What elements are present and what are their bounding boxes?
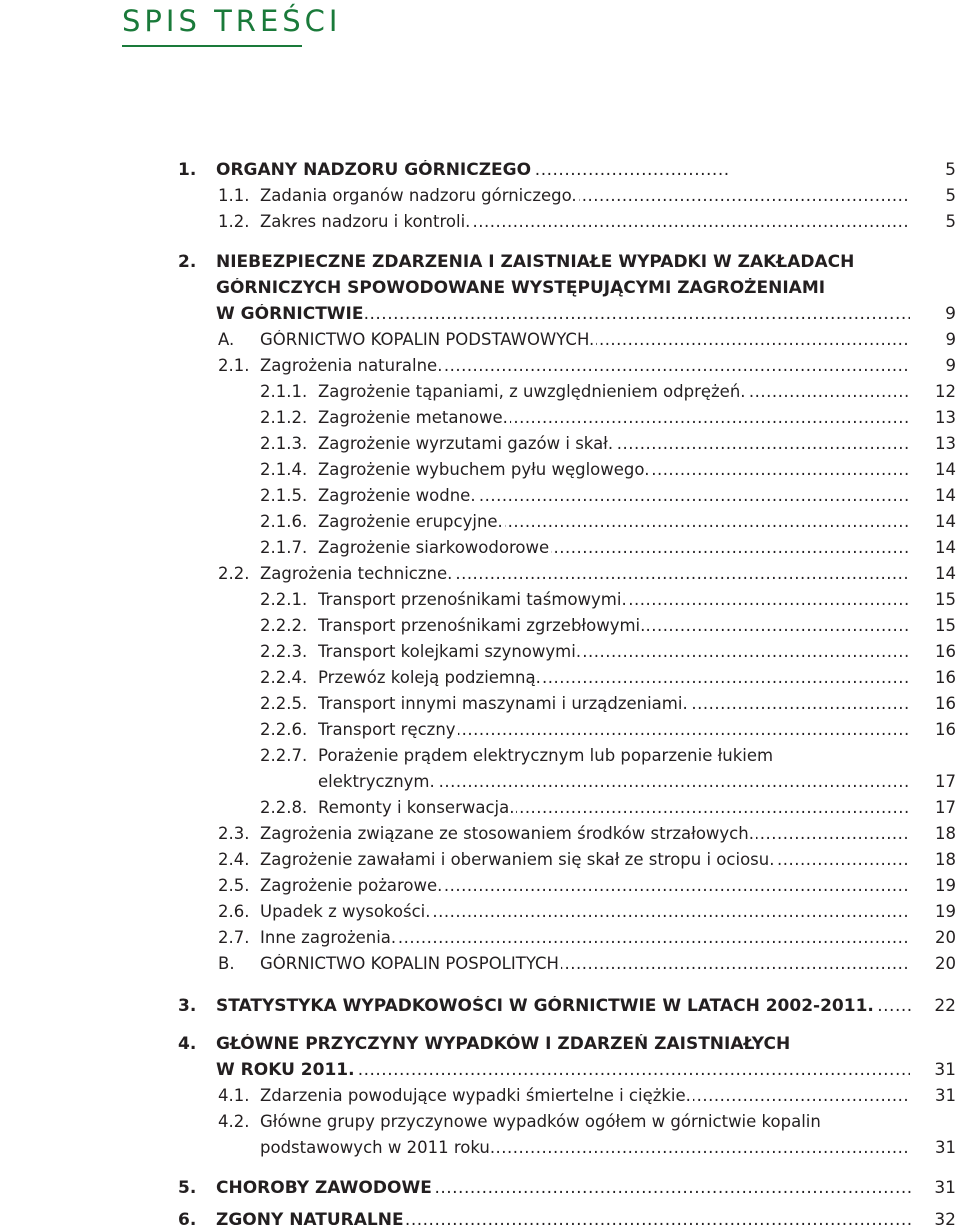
toc-entry-2-2-7-cont[interactable]	[318, 772, 958, 792]
toc-number: 2.2.2.	[260, 616, 308, 635]
toc-title: Inne zagrożenia.	[260, 928, 397, 947]
toc-page: 18	[935, 824, 956, 843]
toc-title: Transport przenośnikami zgrzebłowymi.	[318, 616, 646, 635]
toc-entry-2-1-4[interactable]	[260, 460, 958, 480]
toc-entry-3[interactable]	[178, 996, 958, 1016]
toc-entry-1-2[interactable]	[218, 212, 958, 232]
toc-number: 2.3.	[218, 824, 250, 843]
toc-title: Zdarzenia powodujące wypadki śmiertelne i ciężkie.	[260, 1086, 691, 1105]
toc-number: 2.2.6.	[260, 720, 308, 739]
toc-entry-2-1-2[interactable]	[260, 408, 958, 428]
toc-number: 2.2.3.	[260, 642, 308, 661]
toc-page: 32	[934, 1210, 956, 1230]
toc-number: 1.	[178, 160, 197, 180]
toc-title: Zagrożenia związane ze stosowaniem środków strzałowych.	[260, 824, 754, 843]
toc-entry-a[interactable]	[218, 330, 958, 350]
toc-page: 14	[935, 512, 956, 531]
toc-entry-b[interactable]	[218, 954, 958, 974]
toc-entry-2[interactable]	[178, 252, 958, 272]
toc-number: 2.1.1.	[260, 382, 308, 401]
toc-entry-2-1-1[interactable]	[260, 382, 958, 402]
toc-entry-2-2-4[interactable]	[260, 668, 958, 688]
toc-entry-6[interactable]	[178, 1210, 958, 1230]
toc-page: 13	[935, 408, 956, 427]
toc-title: Zagrożenie tąpaniami, z uwzględnieniem odprężeń.	[318, 382, 746, 401]
page-title: SPIS TREŚCI	[122, 4, 342, 38]
toc-title: GÓRNICZYCH SPOWODOWANE WYSTĘPUJĄCYMI ZAGROŻENIAMI	[216, 278, 826, 298]
toc-entry-2-2[interactable]	[218, 564, 958, 584]
toc-page: 13	[935, 434, 956, 453]
toc-title: Główne grupy przyczynowe wypadków ogółem w górnictwie kopalin	[260, 1112, 821, 1131]
toc-page: 22	[934, 996, 956, 1016]
toc-number: 5.	[178, 1178, 197, 1198]
toc-number: 2.4.	[218, 850, 250, 869]
toc-title: GÓRNICTWO KOPALIN POSPOLITYCH	[260, 954, 559, 973]
toc-number: 4.	[178, 1034, 197, 1054]
toc-page: 31	[934, 1060, 956, 1080]
toc-title: Zagrożenie pożarowe.	[260, 876, 443, 895]
toc-number: 2.6.	[218, 902, 250, 921]
toc-entry-2-2-6[interactable]	[260, 720, 958, 740]
toc-number: 3.	[178, 996, 197, 1016]
toc-page: 31	[935, 1086, 956, 1105]
toc-entry-2-1-5[interactable]	[260, 486, 958, 506]
toc-title: podstawowych w 2011 roku.	[260, 1138, 496, 1157]
toc-entry-1[interactable]	[178, 160, 958, 180]
toc-page: 14	[935, 460, 956, 479]
toc-number: 2.5.	[218, 876, 250, 895]
toc-title: GŁÓWNE PRZYCZYNY WYPADKÓW I ZDARZEŃ ZAISTNIAŁYCH	[216, 1034, 791, 1054]
toc-entry-2-7[interactable]	[218, 928, 958, 948]
toc-number: 2.7.	[218, 928, 250, 947]
toc-title: Upadek z wysokości.	[260, 902, 431, 921]
toc-page: 19	[935, 902, 956, 921]
toc-number: 2.2.7.	[260, 746, 308, 765]
toc-entry-4-2[interactable]	[218, 1112, 958, 1132]
toc-page: 17	[935, 772, 956, 791]
toc-entry-2-2-8[interactable]	[260, 798, 958, 818]
toc-page: 9	[945, 304, 956, 324]
toc-number: 2.2.	[218, 564, 250, 583]
toc-page: 19	[935, 876, 956, 895]
toc-title: Przewóz koleją podziemną.	[318, 668, 541, 687]
toc-page: 18	[935, 850, 956, 869]
toc-number: 2.1.6.	[260, 512, 308, 531]
toc-title: STATYSTYKA WYPADKOWOŚCI W GÓRNICTWIE W LATACH 2002-2011.	[216, 996, 874, 1016]
toc-title: Transport przenośnikami taśmowymi.	[318, 590, 627, 609]
toc-page: 16	[935, 694, 956, 713]
toc-entry-2-cont[interactable]	[216, 278, 958, 298]
toc-title: Zadania organów nadzoru górniczego.	[260, 186, 577, 205]
toc-number: 6.	[178, 1210, 197, 1230]
toc-entry-2-1-7[interactable]	[260, 538, 958, 558]
toc-page: 14	[935, 538, 956, 557]
toc-page: 20	[935, 954, 956, 973]
toc-page: 15	[935, 616, 956, 635]
toc-title: Zagrożenie siarkowodorowe	[318, 538, 550, 557]
toc-number: B.	[218, 954, 235, 973]
toc-title: Transport innymi maszynami i urządzeniami.	[318, 694, 688, 713]
toc-title: ORGANY NADZORU GÓRNICZEGO	[216, 160, 532, 180]
toc-entry-4-2-cont[interactable]	[260, 1138, 958, 1158]
toc-entry-2-2-3[interactable]	[260, 642, 958, 662]
toc-entry-2-1-3[interactable]	[260, 434, 958, 454]
toc-title: Zagrożenie zawałami i oberwaniem się skał ze stropu i ociosu.	[260, 850, 775, 869]
toc-page: 20	[935, 928, 956, 947]
toc-page: 16	[935, 720, 956, 739]
toc-title: Transport kolejkami szynowymi.	[318, 642, 582, 661]
toc-page: 31	[935, 1138, 956, 1157]
toc-page: 5	[945, 186, 956, 205]
toc-page: 17	[935, 798, 956, 817]
toc-number: 2.2.5.	[260, 694, 308, 713]
toc-entry-5[interactable]	[178, 1178, 958, 1198]
toc-title: Zagrożenie wybuchem pyłu węglowego.	[318, 460, 650, 479]
toc-page: 31	[934, 1178, 956, 1198]
toc-number: 2.1.	[218, 356, 250, 375]
toc-number: 2.1.4.	[260, 460, 308, 479]
toc-page: 14	[935, 486, 956, 505]
toc-number: 2.1.5.	[260, 486, 308, 505]
toc-number: 2.1.7.	[260, 538, 308, 557]
toc-entry-2-4[interactable]	[218, 850, 958, 870]
toc-page: 12	[935, 382, 956, 401]
toc-number: A.	[218, 330, 235, 349]
toc-number: 1.1.	[218, 186, 250, 205]
toc-entry-2-1[interactable]	[218, 356, 958, 376]
toc-page: 15	[935, 590, 956, 609]
toc-page: 9	[945, 356, 956, 375]
toc-entry-4-1[interactable]	[218, 1086, 958, 1106]
toc-entry-2-1-6[interactable]	[260, 512, 958, 532]
toc-number: 2.2.8.	[260, 798, 308, 817]
toc-number: 2.2.4.	[260, 668, 308, 687]
toc-entry-2-cont2[interactable]	[216, 304, 958, 324]
toc-title: Zakres nadzoru i kontroli.	[260, 212, 471, 231]
toc-entry-2-3[interactable]	[218, 824, 958, 844]
toc-entry-2-2-1[interactable]	[260, 590, 958, 610]
toc-number: 4.2.	[218, 1112, 250, 1131]
toc-title: Zagrożenie metanowe.	[318, 408, 508, 427]
toc-title: W GÓRNICTWIE	[216, 304, 364, 324]
toc-title: elektrycznym.	[318, 772, 435, 791]
toc-entry-2-6[interactable]	[218, 902, 958, 922]
toc-title: CHOROBY ZAWODOWE	[216, 1178, 432, 1198]
toc-title: NIEBEZPIECZNE ZDARZENIA I ZAISTNIAŁE WYPADKI W ZAKŁADACH	[216, 252, 855, 272]
toc-entry-2-2-7[interactable]	[260, 746, 958, 766]
toc-entry-4-cont[interactable]	[216, 1060, 958, 1080]
toc-title: Remonty i konserwacja.	[318, 798, 515, 817]
toc-title: Zagrożenie erupcyjne.	[318, 512, 503, 531]
toc-page: 5	[945, 212, 956, 231]
toc-title: ZGONY NATURALNE	[216, 1210, 404, 1230]
toc-page: 9	[945, 330, 956, 349]
toc-title: Zagrożenie wyrzutami gazów i skał.	[318, 434, 614, 453]
toc-number: 2.	[178, 252, 197, 272]
toc-title: GÓRNICTWO KOPALIN PODSTAWOWYCH.	[260, 330, 595, 349]
toc-number: 2.1.3.	[260, 434, 308, 453]
toc-entry-2-5[interactable]	[218, 876, 958, 896]
toc-entry-4[interactable]	[178, 1034, 958, 1054]
toc-number: 4.1.	[218, 1086, 250, 1105]
toc-page: 5	[945, 160, 956, 180]
toc-number: 2.2.1.	[260, 590, 308, 609]
toc-title: Zagrożenia naturalne.	[260, 356, 443, 375]
toc-entry-2-2-5[interactable]	[260, 694, 958, 714]
toc-title: Porażenie prądem elektrycznym lub poparzenie łukiem	[318, 746, 774, 765]
toc-page: 14	[935, 564, 956, 583]
toc-number: 2.1.2.	[260, 408, 308, 427]
toc-title: Transport ręczny	[318, 720, 456, 739]
toc-title: W ROKU 2011.	[216, 1060, 355, 1080]
toc-number: 1.2.	[218, 212, 250, 231]
toc-page: 16	[935, 668, 956, 687]
toc-page: 16	[935, 642, 956, 661]
toc-entry-1-1[interactable]	[218, 186, 958, 206]
toc-title: Zagrożenia techniczne.	[260, 564, 453, 583]
toc-title: Zagrożenie wodne.	[318, 486, 476, 505]
toc-entry-2-2-2[interactable]	[260, 616, 958, 636]
